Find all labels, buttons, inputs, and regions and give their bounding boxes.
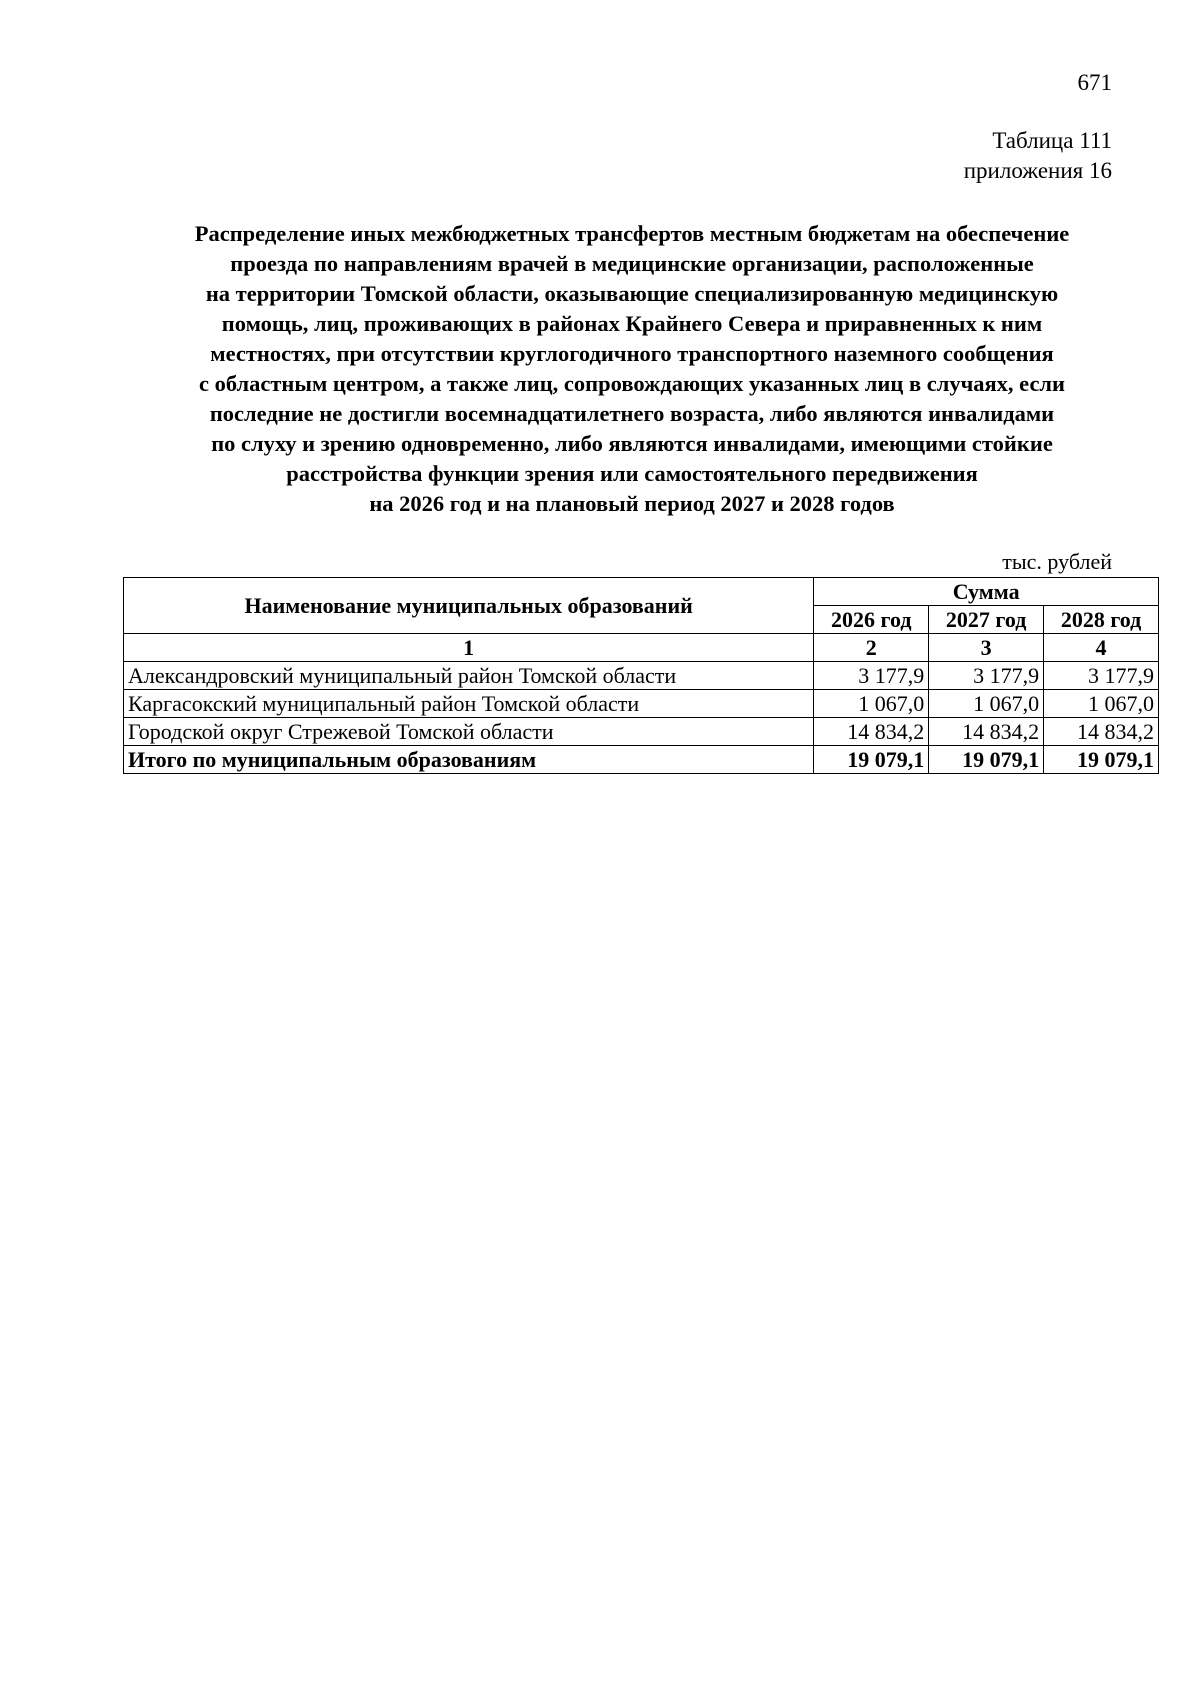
column-number: 1 [124,634,814,662]
amount-2027: 3 177,9 [929,662,1044,690]
table-row [124,718,1159,746]
total-2026: 19 079,1 [814,746,929,774]
total-2028: 19 079,1 [1044,746,1159,774]
header-municipality: Наименование муниципальных образований [124,578,814,634]
amount-2027: 14 834,2 [929,718,1044,746]
column-number-row [124,634,1159,662]
title-line: расстройства функции зрения или самостоятельного передвижения [286,461,978,486]
column-number: 2 [814,634,929,662]
table-row [124,662,1159,690]
title-line: Распределение иных межбюджетных трансфертов местным бюджетам на обеспечение [194,221,1070,246]
municipality-name: Александровский муниципальный район Томской области [124,662,814,690]
table-row [124,690,1159,718]
amount-2028: 14 834,2 [1044,718,1159,746]
title-line: помощь, лиц, проживающих в районах Крайнего Севера и приравненных к ним [221,311,1043,336]
title-line: последние не достигли восемнадцатилетнего возраста, либо являются инвалидами [209,401,1055,426]
header-sum: Сумма [814,578,1159,606]
page-number: 671 [1077,70,1112,95]
amount-2028: 1 067,0 [1044,690,1159,718]
amount-2027: 1 067,0 [929,690,1044,718]
title-line: с областным центром, а также лиц, сопровождающих указанных лиц в случаях, если [198,371,1066,396]
document-title [112,219,1152,519]
title-line: проезда по направлениям врачей в медицинские организации, расположенные [230,251,1034,276]
amount-2028: 3 177,9 [1044,662,1159,690]
transfers-table [123,577,1159,774]
table-reference [964,126,1112,186]
appendix-number: приложения 16 [963,158,1112,183]
header-row [124,578,1159,606]
header-year-2026: 2026 год [814,606,929,634]
table-number: Таблица 111 [992,128,1112,153]
column-number: 3 [929,634,1044,662]
column-number: 4 [1044,634,1159,662]
header-year-2028: 2028 год [1044,606,1159,634]
title-line: на территории Томской области, оказывающие специализированную медицинскую [205,281,1059,306]
amount-2026: 1 067,0 [814,690,929,718]
municipality-name: Городской округ Стрежевой Томской области [124,718,814,746]
title-line: местностях, при отсутствии круглогодичного транспортного наземного сообщения [210,341,1054,366]
amount-2026: 3 177,9 [814,662,929,690]
amount-2026: 14 834,2 [814,718,929,746]
total-label: Итого по муниципальным образованиям [124,746,814,774]
total-row [124,746,1159,774]
header-year-2027: 2027 год [929,606,1044,634]
title-line: на 2026 год и на плановый период 2027 и 2028 годов [369,491,895,516]
units-label: тыс. рублей [1002,549,1112,574]
municipality-name: Каргасокский муниципальный район Томской области [124,690,814,718]
total-2027: 19 079,1 [929,746,1044,774]
title-line: по слуху и зрению одновременно, либо являются инвалидами, имеющими стойкие [211,431,1053,456]
